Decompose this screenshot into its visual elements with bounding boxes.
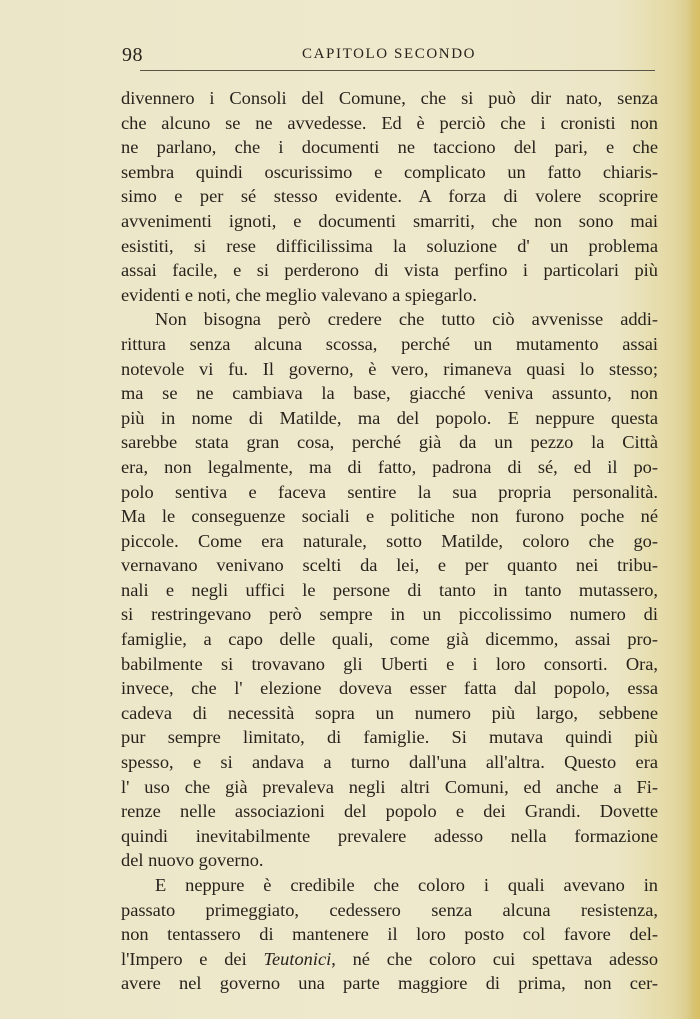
page-header [122,44,657,70]
text-line-mixed [121,947,658,972]
text-line: passato primeggiato, cedessero senza alcuna resistenza, [121,899,658,920]
header-rule [140,70,655,71]
running-head: CAPITOLO SECONDO [302,46,477,62]
text-line: Ma le conseguenze sociali e politiche non furono poche né [121,506,658,527]
text-line: del nuovo governo. [121,850,264,871]
text-line: avere nel governo una parte maggiore di prima, non cer- [121,973,658,994]
text-line: simo e per sé stesso evidente. A forza di volere scoprire [121,186,658,207]
paragraph-1 [121,86,658,307]
text-line: vernavano venivano scelti da lei, e per quanto nei tribu- [121,555,658,576]
text-line: Non bisogna però credere che tutto ciò avvenisse addi- [155,309,658,330]
text-line: cadeva di necessità sopra un numero più largo, sebbene [121,702,658,723]
text-line: renze nelle associazioni del popolo e dei Grandi. Dovette [121,801,658,822]
text-line: babilmente si trovavano gli Uberti e i loro consorti. Ora, [121,653,658,674]
text-line: l' uso che già prevaleva negli altri Comuni, ed anche a Fi- [121,776,658,797]
paragraph-2 [121,307,658,873]
body-text [121,86,658,996]
text-line: avvenimenti ignoti, e documenti smarriti, che non sono mai [121,210,658,231]
text-line: invece, che l' elezione doveva esser fatta dal popolo, essa [121,678,658,699]
text-line: sarebbe stata gran cosa, perché già da un pezzo la Città [121,432,658,453]
paragraph-3 [121,873,658,996]
text-line: spesso, e si andava a turno dall'una all'altra. Questo era [121,752,658,773]
page-number: 98 [122,44,143,66]
text-line: era, non legalmente, ma di fatto, padrona di sé, ed il po- [121,456,658,477]
text-line: nali e negli uffici le persone di tanto in tanto mutassero, [121,579,658,600]
text-line: quindi inevitabilmente prevalere adesso nella formazione [121,825,658,846]
text-line: esistiti, si rese difficilissima la soluzione d' un problema [121,235,658,256]
text-segment: , né che coloro cui spettava adesso [331,948,659,969]
text-segment: l'Impero e dei [121,948,264,969]
text-line: notevole vi fu. Il governo, è vero, rimaneva quasi lo stesso; [121,358,658,379]
text-line: più in nome di Matilde, ma del popolo. E neppure questa [121,407,658,428]
text-line: che alcuno se ne avvedesse. Ed è perciò che i cronisti non [121,112,658,133]
text-line: non tentassero di mantenere il loro posto col favore del- [121,924,658,945]
text-line: pur sempre limitato, di famiglie. Si mutava quindi più [121,727,658,748]
text-line: polo sentiva e faceva sentire la sua propria personalità. [121,481,658,502]
text-line: rittura senza alcuna scossa, perché un mutamento assai [121,333,658,354]
text-line: evidenti e noti, che meglio valevano a spiegarlo. [121,284,477,305]
text-line: piccole. Come era naturale, sotto Matilde, coloro che go- [121,530,658,551]
text-line: famiglie, a capo delle quali, come già dicemmo, assai pro- [121,629,658,650]
text-line: E neppure è credibile che coloro i quali avevano in [155,875,658,895]
text-line: ma se ne cambiava la base, giacché veniva assunto, non [121,383,658,404]
text-line: si restringevano però sempre in un piccolissimo numero di [121,604,658,625]
text-line: sembra quindi oscurissimo e complicato un fatto chiaris- [121,161,658,182]
italic-term: Teutonici [263,948,332,969]
text-line: ne parlano, che i documenti ne tacciono del pari, e che [121,137,658,158]
page-edge-shading [686,0,700,1019]
text-line: assai facile, e si perderono di vista perfino i particolari più [121,260,658,281]
text-line: divennero i Consoli del Comune, che si può dir nato, senza [121,88,658,108]
